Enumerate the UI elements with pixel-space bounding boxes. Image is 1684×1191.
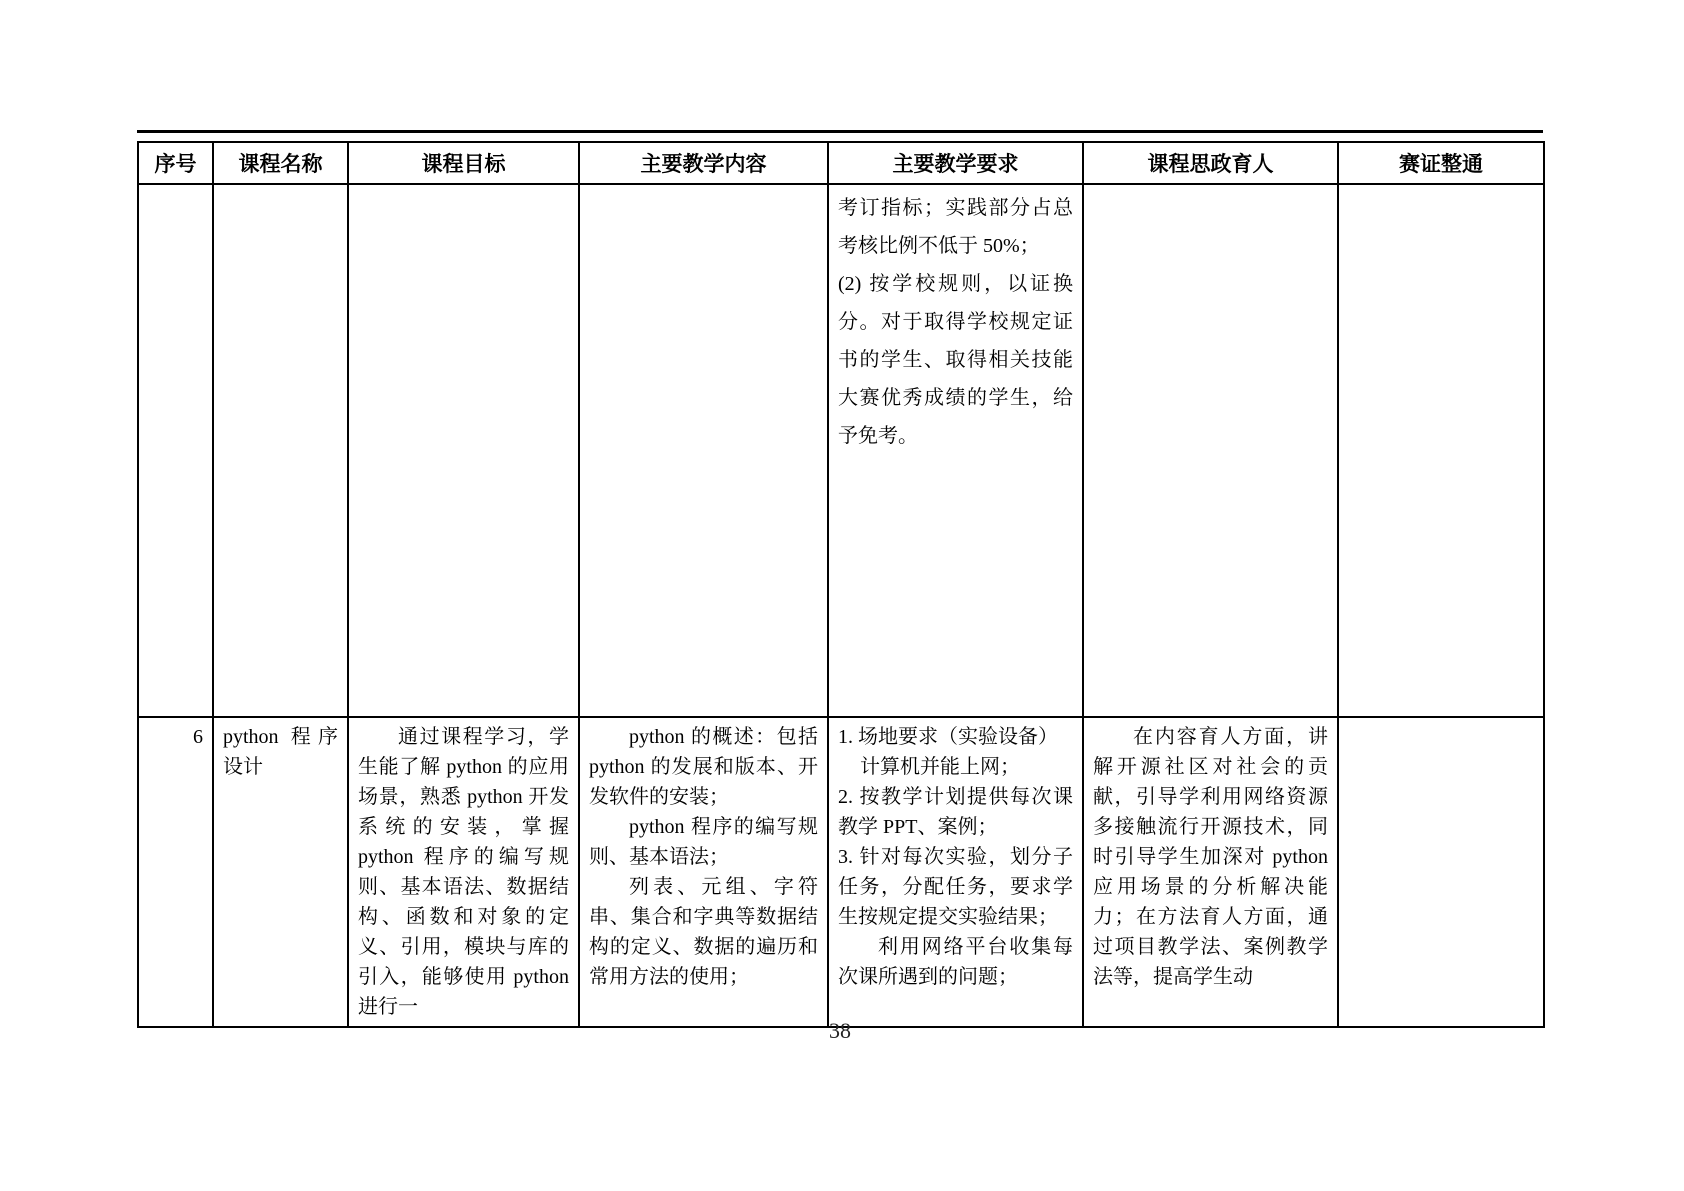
table-row-carryover [138, 184, 1544, 717]
cell-seq: 6 [138, 717, 213, 1027]
column-header-teaching-content: 主要教学内容 [579, 142, 828, 184]
column-header-seq: 序号 [138, 142, 213, 184]
table-row-course-6 [138, 717, 1544, 1027]
cell-teaching-content [579, 717, 828, 1027]
cell-teaching-requirements [828, 717, 1083, 1027]
column-header-competition-cert: 赛证整通 [1338, 142, 1544, 184]
cell-ideology [1083, 184, 1338, 717]
column-header-objectives: 课程目标 [348, 142, 579, 184]
paragraph: (2) 按学校规则，以证换分。对于取得学校规定证书的学生、取得相关技能大赛优秀成绩的学生，给予免考。 [838, 273, 1073, 447]
cell-teaching-requirements [828, 184, 1083, 717]
paragraph: python 程序的编写规则、基本语法； [589, 816, 818, 868]
page-number: 38 [829, 1018, 851, 1043]
course-syllabus-table [137, 141, 1545, 1028]
table-header-row [138, 142, 1544, 184]
paragraph: 利用网络平台收集每次课所遇到的问题； [838, 936, 1073, 988]
cell-course-name: python 程序设计 [213, 717, 348, 1027]
paragraph: 考订指标；实践部分占总考核比例不低于 50%； [838, 197, 1073, 257]
paragraph: 2. 按教学计划提供每次课教学 PPT、案例； [838, 786, 1073, 838]
paragraph: python 的概述：包括 python 的发展和版本、开发软件的安装； [589, 726, 818, 808]
cell-course-name [213, 184, 348, 717]
paragraph: 3. 针对每次实验，划分子任务，分配任务，要求学生按规定提交实验结果； [838, 846, 1073, 928]
cell-seq [138, 184, 213, 717]
paragraph: 通过课程学习，学生能了解 python 的应用场景，熟悉 python 开发系统的安装，掌握 python 程序的编写规则、基本语法、数据结构、函数和对象的定义、引用，模块与库的引入，能够使用 python 进行一 [358, 726, 569, 1018]
paragraph: 在内容育人方面，讲解开源社区对社会的贡献，引导学利用网络资源多接触流行开源技术，同时引导学生加深对 python 应用场景的分析解决能力；在方法育人方面，通过项目教学法、案例教学法等，提高学生动 [1093, 726, 1328, 988]
paragraph: 计算机并能上网； [860, 756, 1020, 778]
column-header-ideology: 课程思政育人 [1083, 142, 1338, 184]
cell-competition-cert [1338, 184, 1544, 717]
paragraph: 1. 场地要求（实验设备） [838, 726, 1058, 748]
cell-objectives [348, 717, 579, 1027]
paragraph: 列表、元组、字符串、集合和字典等数据结构的定义、数据的遍历和常用方法的使用； [589, 876, 818, 988]
cell-teaching-content [579, 184, 828, 717]
cell-competition-cert [1338, 717, 1544, 1027]
cell-ideology [1083, 717, 1338, 1027]
cell-objectives [348, 184, 579, 717]
column-header-course-name: 课程名称 [213, 142, 348, 184]
column-header-teaching-requirements: 主要教学要求 [828, 142, 1083, 184]
header-rule [137, 130, 1543, 133]
